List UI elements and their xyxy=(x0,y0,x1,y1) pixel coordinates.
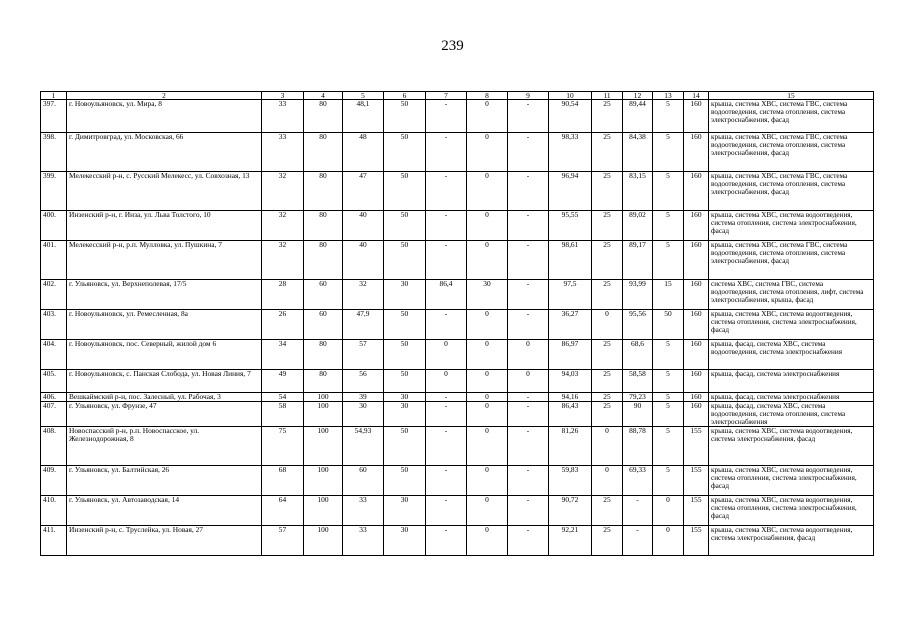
col-3: 32 xyxy=(262,211,304,241)
col-11: 25 xyxy=(592,393,623,402)
col-4: 100 xyxy=(304,496,343,526)
address: г. Новоульяновск, пос. Северный, жилой дом 6 xyxy=(67,340,262,370)
col-7: - xyxy=(426,100,467,133)
col-9: - xyxy=(508,100,549,133)
col-3: 64 xyxy=(262,496,304,526)
col-7: 0 xyxy=(426,370,467,393)
table-row xyxy=(41,340,874,370)
col-8: 0 xyxy=(467,241,508,280)
col-9: - xyxy=(508,526,549,556)
col-7: - xyxy=(426,310,467,340)
address: г. Новоульяновск, ул. Мира, 8 xyxy=(67,100,262,133)
col-14: 155 xyxy=(684,526,709,556)
col-7: - xyxy=(426,393,467,402)
address: г. Ульяновск, ул. Верхнеполевая, 17/5 xyxy=(67,280,262,310)
column-number-8: 8 xyxy=(467,92,508,100)
col-4: 100 xyxy=(304,466,343,496)
repair-works: система ХВС, система ГВС, система водоотведения, система отопления, лифт, система электроснабжения, крыша, фасад xyxy=(709,280,874,310)
col-6: 50 xyxy=(384,100,426,133)
col-13: 0 xyxy=(653,496,684,526)
col-12: 89,02 xyxy=(623,211,653,241)
col-9: - xyxy=(508,427,549,466)
address: г. Ульяновск, ул. Автозаводская, 14 xyxy=(67,496,262,526)
col-6: 50 xyxy=(384,370,426,393)
col-3: 32 xyxy=(262,241,304,280)
col-7: - xyxy=(426,172,467,211)
col-11: 25 xyxy=(592,172,623,211)
column-number-1: 1 xyxy=(41,92,67,100)
column-number-2: 2 xyxy=(67,92,262,100)
col-3: 49 xyxy=(262,370,304,393)
col-12: 89,44 xyxy=(623,100,653,133)
col-9: - xyxy=(508,466,549,496)
column-number-6: 6 xyxy=(384,92,426,100)
repair-works: крыша, система ХВС, система водоотведения, система отопления, система электроснабжения, фасад xyxy=(709,211,874,241)
col-6: 50 xyxy=(384,310,426,340)
housing-repair-table xyxy=(40,91,874,556)
col-10: 94,16 xyxy=(549,393,592,402)
col-7: - xyxy=(426,496,467,526)
col-11: 25 xyxy=(592,402,623,427)
table-row xyxy=(41,466,874,496)
col-6: 50 xyxy=(384,427,426,466)
col-8: 0 xyxy=(467,496,508,526)
col-12: 79,23 xyxy=(623,393,653,402)
col-12: 90 xyxy=(623,402,653,427)
col-9: 0 xyxy=(508,370,549,393)
col-4: 80 xyxy=(304,211,343,241)
col-8: 0 xyxy=(467,211,508,241)
col-10: 92,21 xyxy=(549,526,592,556)
col-12: 88,78 xyxy=(623,427,653,466)
column-number-5: 5 xyxy=(343,92,384,100)
address: г. Ульяновск, ул. Балтийская, 26 xyxy=(67,466,262,496)
row-number: 399. xyxy=(41,172,67,211)
col-5: 56 xyxy=(343,370,384,393)
table-row xyxy=(41,172,874,211)
col-5: 39 xyxy=(343,393,384,402)
col-14: 160 xyxy=(684,310,709,340)
col-9: - xyxy=(508,280,549,310)
col-14: 160 xyxy=(684,402,709,427)
col-5: 48,1 xyxy=(343,100,384,133)
col-9: - xyxy=(508,393,549,402)
col-6: 50 xyxy=(384,241,426,280)
col-3: 33 xyxy=(262,133,304,172)
col-3: 54 xyxy=(262,393,304,402)
col-9: - xyxy=(508,310,549,340)
table-row xyxy=(41,241,874,280)
col-8: 0 xyxy=(467,402,508,427)
address: Мелекесский р-н, с. Русский Мелекесс, ул. Совхозная, 13 xyxy=(67,172,262,211)
col-13: 5 xyxy=(653,241,684,280)
col-3: 33 xyxy=(262,100,304,133)
col-13: 50 xyxy=(653,310,684,340)
repair-works: крыша, фасад, система ХВС, система водоотведения, система отопления, система электроснабжения xyxy=(709,402,874,427)
repair-works: крыша, система ХВС, система водоотведения, система отопления, система электроснабжения, фасад xyxy=(709,496,874,526)
table-row xyxy=(41,310,874,340)
col-13: 5 xyxy=(653,402,684,427)
col-6: 50 xyxy=(384,133,426,172)
col-8: 0 xyxy=(467,393,508,402)
col-6: 30 xyxy=(384,526,426,556)
col-3: 26 xyxy=(262,310,304,340)
col-11: 25 xyxy=(592,133,623,172)
col-7: - xyxy=(426,402,467,427)
col-5: 57 xyxy=(343,340,384,370)
page-number: 239 xyxy=(441,38,464,54)
col-11: 25 xyxy=(592,280,623,310)
col-9: - xyxy=(508,241,549,280)
column-number-15: 15 xyxy=(709,92,874,100)
col-7: - xyxy=(426,241,467,280)
row-number: 398. xyxy=(41,133,67,172)
col-5: 40 xyxy=(343,241,384,280)
row-number: 400. xyxy=(41,211,67,241)
col-11: 25 xyxy=(592,526,623,556)
col-5: 54,93 xyxy=(343,427,384,466)
col-4: 60 xyxy=(304,280,343,310)
table-row xyxy=(41,526,874,556)
table-row xyxy=(41,211,874,241)
column-number-7: 7 xyxy=(426,92,467,100)
col-8: 30 xyxy=(467,280,508,310)
col-14: 160 xyxy=(684,393,709,402)
col-11: 25 xyxy=(592,100,623,133)
col-11: 25 xyxy=(592,496,623,526)
col-6: 50 xyxy=(384,172,426,211)
row-number: 408. xyxy=(41,427,67,466)
col-4: 80 xyxy=(304,100,343,133)
col-14: 155 xyxy=(684,496,709,526)
col-4: 100 xyxy=(304,393,343,402)
address: Инзенский р-н, с. Труслейка, ул. Новая, 27 xyxy=(67,526,262,556)
col-4: 80 xyxy=(304,133,343,172)
col-11: 25 xyxy=(592,340,623,370)
col-12: 93,99 xyxy=(623,280,653,310)
repair-works: крыша, система ХВС, система водоотведения, система электроснабжения, фасад xyxy=(709,526,874,556)
col-13: 5 xyxy=(653,427,684,466)
repair-works: крыша, система ХВС, система ГВС, система водоотведения, система отопления, система электроснабжения, фасад xyxy=(709,172,874,211)
col-10: 96,94 xyxy=(549,172,592,211)
col-13: 5 xyxy=(653,100,684,133)
col-5: 47 xyxy=(343,172,384,211)
row-number: 410. xyxy=(41,496,67,526)
col-12: - xyxy=(623,496,653,526)
repair-works: крыша, система ХВС, система водоотведения, система отопления, система электроснабжения, фасад xyxy=(709,466,874,496)
col-5: 33 xyxy=(343,526,384,556)
row-number: 404. xyxy=(41,340,67,370)
col-9: - xyxy=(508,133,549,172)
address: Мелекесский р-н, р.п. Мулловка, ул. Пушкина, 7 xyxy=(67,241,262,280)
col-7: - xyxy=(426,526,467,556)
col-9: - xyxy=(508,402,549,427)
col-10: 95,55 xyxy=(549,211,592,241)
column-number-13: 13 xyxy=(653,92,684,100)
col-12: 95,56 xyxy=(623,310,653,340)
row-number: 405. xyxy=(41,370,67,393)
col-14: 160 xyxy=(684,280,709,310)
col-4: 80 xyxy=(304,241,343,280)
col-6: 30 xyxy=(384,402,426,427)
col-13: 5 xyxy=(653,466,684,496)
col-7: - xyxy=(426,427,467,466)
col-7: - xyxy=(426,211,467,241)
row-number: 397. xyxy=(41,100,67,133)
col-14: 160 xyxy=(684,133,709,172)
col-13: 0 xyxy=(653,526,684,556)
col-8: 0 xyxy=(467,427,508,466)
row-number: 407. xyxy=(41,402,67,427)
col-8: 0 xyxy=(467,133,508,172)
col-4: 80 xyxy=(304,370,343,393)
col-4: 80 xyxy=(304,340,343,370)
column-number-14: 14 xyxy=(684,92,709,100)
address: Новоспасский р-н, р.п. Новоспасское, ул. Железнодорожная, 8 xyxy=(67,427,262,466)
col-12: 89,17 xyxy=(623,241,653,280)
column-number-11: 11 xyxy=(592,92,623,100)
repair-works: крыша, система ХВС, система водоотведения, система отопления, система электроснабжения, фасад xyxy=(709,310,874,340)
col-12: 84,38 xyxy=(623,133,653,172)
col-3: 32 xyxy=(262,172,304,211)
col-14: 155 xyxy=(684,427,709,466)
table-row xyxy=(41,133,874,172)
col-11: 25 xyxy=(592,241,623,280)
col-10: 90,72 xyxy=(549,496,592,526)
col-10: 98,33 xyxy=(549,133,592,172)
col-13: 15 xyxy=(653,280,684,310)
col-6: 50 xyxy=(384,340,426,370)
col-7: 86,4 xyxy=(426,280,467,310)
col-8: 0 xyxy=(467,310,508,340)
col-12: 69,33 xyxy=(623,466,653,496)
repair-works: крыша, система ХВС, система ГВС, система водоотведения, система отопления, система электроснабжения, фасад xyxy=(709,100,874,133)
column-number-10: 10 xyxy=(549,92,592,100)
column-number-12: 12 xyxy=(623,92,653,100)
col-8: 0 xyxy=(467,340,508,370)
address: Вешкаймский р-н, пос. Залесный, ул. Рабочая, 3 xyxy=(67,393,262,402)
repair-works: крыша, фасад, система ХВС, система водоотведения, система электроснабжения xyxy=(709,340,874,370)
col-11: 25 xyxy=(592,370,623,393)
col-10: 97,5 xyxy=(549,280,592,310)
col-4: 60 xyxy=(304,310,343,340)
col-13: 5 xyxy=(653,133,684,172)
col-14: 160 xyxy=(684,340,709,370)
col-10: 36,27 xyxy=(549,310,592,340)
col-14: 160 xyxy=(684,211,709,241)
col-4: 80 xyxy=(304,172,343,211)
col-12: 83,15 xyxy=(623,172,653,211)
table-row xyxy=(41,496,874,526)
address: г. Ульяновск, ул. Фрунзе, 47 xyxy=(67,402,262,427)
col-13: 5 xyxy=(653,370,684,393)
col-6: 30 xyxy=(384,280,426,310)
col-5: 33 xyxy=(343,496,384,526)
table-row xyxy=(41,427,874,466)
col-14: 155 xyxy=(684,466,709,496)
row-number: 401. xyxy=(41,241,67,280)
col-3: 75 xyxy=(262,427,304,466)
table-row xyxy=(41,393,874,402)
col-12: 58,58 xyxy=(623,370,653,393)
col-11: 0 xyxy=(592,466,623,496)
col-9: - xyxy=(508,172,549,211)
col-14: 160 xyxy=(684,172,709,211)
col-12: - xyxy=(623,526,653,556)
column-number-4: 4 xyxy=(304,92,343,100)
col-5: 32 xyxy=(343,280,384,310)
row-number: 402. xyxy=(41,280,67,310)
col-14: 160 xyxy=(684,100,709,133)
col-9: 0 xyxy=(508,340,549,370)
col-8: 0 xyxy=(467,526,508,556)
col-10: 86,43 xyxy=(549,402,592,427)
col-3: 57 xyxy=(262,526,304,556)
col-7: 0 xyxy=(426,340,467,370)
col-5: 30 xyxy=(343,402,384,427)
col-10: 86,97 xyxy=(549,340,592,370)
table-row xyxy=(41,370,874,393)
col-4: 100 xyxy=(304,427,343,466)
col-3: 28 xyxy=(262,280,304,310)
column-number-3: 3 xyxy=(262,92,304,100)
col-8: 0 xyxy=(467,370,508,393)
repair-works: крыша, фасад, система электроснабжения xyxy=(709,393,874,402)
col-6: 30 xyxy=(384,393,426,402)
col-6: 50 xyxy=(384,466,426,496)
col-5: 60 xyxy=(343,466,384,496)
address: г. Димитровград, ул. Московская, 66 xyxy=(67,133,262,172)
table-body xyxy=(41,92,874,556)
col-10: 81,26 xyxy=(549,427,592,466)
col-13: 5 xyxy=(653,211,684,241)
table-row xyxy=(41,280,874,310)
col-3: 68 xyxy=(262,466,304,496)
col-9: - xyxy=(508,211,549,241)
address: Инзенский р-н, г. Инза, ул. Льва Толстого, 10 xyxy=(67,211,262,241)
col-4: 100 xyxy=(304,402,343,427)
row-number: 403. xyxy=(41,310,67,340)
row-number: 409. xyxy=(41,466,67,496)
table-row xyxy=(41,402,874,427)
col-11: 0 xyxy=(592,427,623,466)
col-6: 50 xyxy=(384,211,426,241)
col-11: 0 xyxy=(592,310,623,340)
col-11: 25 xyxy=(592,211,623,241)
address: г. Новоульяновск, с. Панская Слобода, ул. Новая Линия, 7 xyxy=(67,370,262,393)
address: г. Новоульяновск, ул. Ремесленная, 8а xyxy=(67,310,262,340)
col-6: 30 xyxy=(384,496,426,526)
col-9: - xyxy=(508,496,549,526)
row-number: 411. xyxy=(41,526,67,556)
col-14: 160 xyxy=(684,370,709,393)
col-12: 68,6 xyxy=(623,340,653,370)
repair-works: крыша, система ХВС, система водоотведения, система электроснабжения, фасад xyxy=(709,427,874,466)
col-8: 0 xyxy=(467,172,508,211)
col-10: 59,83 xyxy=(549,466,592,496)
row-number: 406. xyxy=(41,393,67,402)
col-10: 98,61 xyxy=(549,241,592,280)
table-row xyxy=(41,100,874,133)
col-7: - xyxy=(426,133,467,172)
repair-works: крыша, система ХВС, система ГВС, система водоотведения, система отопления, система электроснабжения, фасад xyxy=(709,241,874,280)
col-8: 0 xyxy=(467,466,508,496)
col-10: 94,03 xyxy=(549,370,592,393)
repair-works: крыша, система ХВС, система ГВС, система водоотведения, система отопления, система электроснабжения, фасад xyxy=(709,133,874,172)
col-7: - xyxy=(426,466,467,496)
col-3: 58 xyxy=(262,402,304,427)
col-13: 5 xyxy=(653,172,684,211)
col-10: 90,54 xyxy=(549,100,592,133)
column-number-9: 9 xyxy=(508,92,549,100)
col-5: 40 xyxy=(343,211,384,241)
column-number-row xyxy=(41,92,874,100)
col-14: 160 xyxy=(684,241,709,280)
col-5: 48 xyxy=(343,133,384,172)
col-13: 5 xyxy=(653,393,684,402)
col-5: 47,9 xyxy=(343,310,384,340)
col-4: 100 xyxy=(304,526,343,556)
repair-works: крыша, фасад, система электроснабжения xyxy=(709,370,874,393)
col-8: 0 xyxy=(467,100,508,133)
col-13: 5 xyxy=(653,340,684,370)
col-3: 34 xyxy=(262,340,304,370)
